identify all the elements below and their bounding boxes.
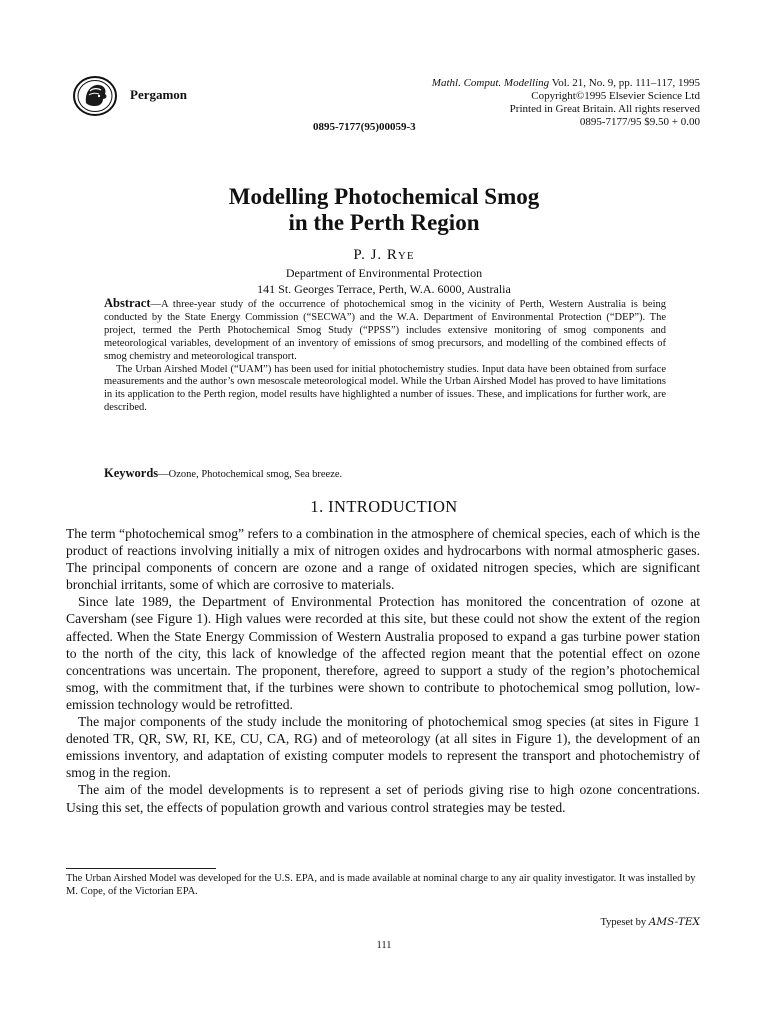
typeset-system: AMS-TEX [648,916,700,928]
body-paragraph: Since late 1989, the Department of Environmental Protection has monitored the concentration of ozone at Caversham (see Figure 1). High values were recorded at this site, but these could not show the extent of the region affected. When the State Energy Commission of Western Australia proposed to expand a gas turbine power station to the north of the city, this lack of knowledge of the affected region meant that the potential effect on ozone concentrations was uncertain. The proponent, therefore, agreed to support a study of the region’s photochemical smog, with the commitment that, if the turbines were shown to contribute to photochemical smog pollution, low-emission technology would be retrofitted. [66,594,700,712]
author-name [68,247,700,264]
pergamon-logo-icon [72,75,118,117]
section-body [66,525,700,816]
keywords-text: Ozone, Photochemical smog, Sea breeze. [168,469,343,480]
paper-title [68,184,700,236]
body-paragraph: The term “photochemical smog” refers to a combination in the atmosphere of chemical species, each of which is the product of reactions involving initially a mix of nitrogen oxides and hydrocarbons with normal atmospheric gases. The principal components of concern are ozone and a range of oxidated nitrogen species, which are significant bronchial irritants, some of which are corrosive to materials. [66,526,700,593]
page-number: 111 [376,940,392,951]
title-line-2: in the Perth Region [288,210,480,235]
author-affiliation [68,265,700,297]
affiliation-line-1: Department of Environmental Protection [285,266,483,280]
publisher-name: Pergamon [130,87,188,102]
keywords-label: Keywords [104,466,159,480]
section-heading: 1. INTRODUCTION [310,497,458,516]
journal-citation [280,77,700,90]
abstract-label: Abstract [104,296,151,310]
footnote-divider [66,868,216,869]
typeset-credit [601,916,701,928]
abstract-dash: — [150,299,162,310]
journal-volume: Vol. 21, No. 9, pp. 111–117, 1995 [551,77,700,89]
keywords-dash: — [158,469,169,480]
abstract [104,297,666,415]
journal-name: Mathl. Comput. Modelling [431,77,550,89]
abstract-text-1: A three-year study of the occurrence of photochemical smog in the vicinity of Perth, Western Australia is being conducted by the State Energy Commission (“SECWA”) and the W.A. Department of Environmental Protection (“DEP”). The project, termed the Perth Photochemical Smog Study (“PPSS”) includes extensive monitoring of smog components and meteorological variables, development of an inventory of emissions of smog precursors, and modelling of the combined effects of smog chemistry and meteorological transport. [104,299,666,362]
author-surname: Rye [386,247,415,263]
abstract-paragraph-2: The Urban Airshed Model (“UAM”) has been used for initial photochemistry studies. Input data have been obtained from surface measurements and the author’s own mesoscale meteorological model. While the Urban Airshed Model has proved to have limitations in its application to the Perth region, model results have highlighted a number of issues. These, and implications for further work, are described. [104,363,666,414]
body-paragraph: The aim of the model developments is to represent a set of periods giving rise to high ozone concentrations. Using this set, the effects of population growth and various control strategies may be tested. [66,782,700,815]
footnote: The Urban Airshed Model was developed for the U.S. EPA, and is made available at nominal charge to any air quality investigator. It was installed by M. Cope, of the Victorian EPA. [66,873,696,897]
keywords [104,466,666,481]
typeset-label: Typeset by [600,917,647,928]
affiliation-line-2: 141 St. Georges Terrace, Perth, W.A. 6000, Australia [257,282,511,296]
copyright-line: Copyright©1995 Elsevier Science Ltd [531,90,700,102]
body-paragraph: The major components of the study include the monitoring of photochemical smog species (at sites in Figure 1 denoted TR, QR, SW, RI, KE, CU, CA, RG) and of meteorology (at all sites in Figure 1), the development of an emissions inventory, and adaptation of existing computer models to represent the transport and photochemistry of smog in the region. [66,714,700,781]
price-line: 0895-7177/95 $9.50 + 0.00 [579,116,700,128]
abstract-paragraph-1 [104,297,666,364]
title-line-1: Modelling Photochemical Smog [228,184,540,209]
printed-line: Printed in Great Britain. All rights reserved [509,103,700,115]
author-initials: P. J. [353,247,383,263]
article-identifier: 0895-7177(95)00059-3 [313,121,416,133]
